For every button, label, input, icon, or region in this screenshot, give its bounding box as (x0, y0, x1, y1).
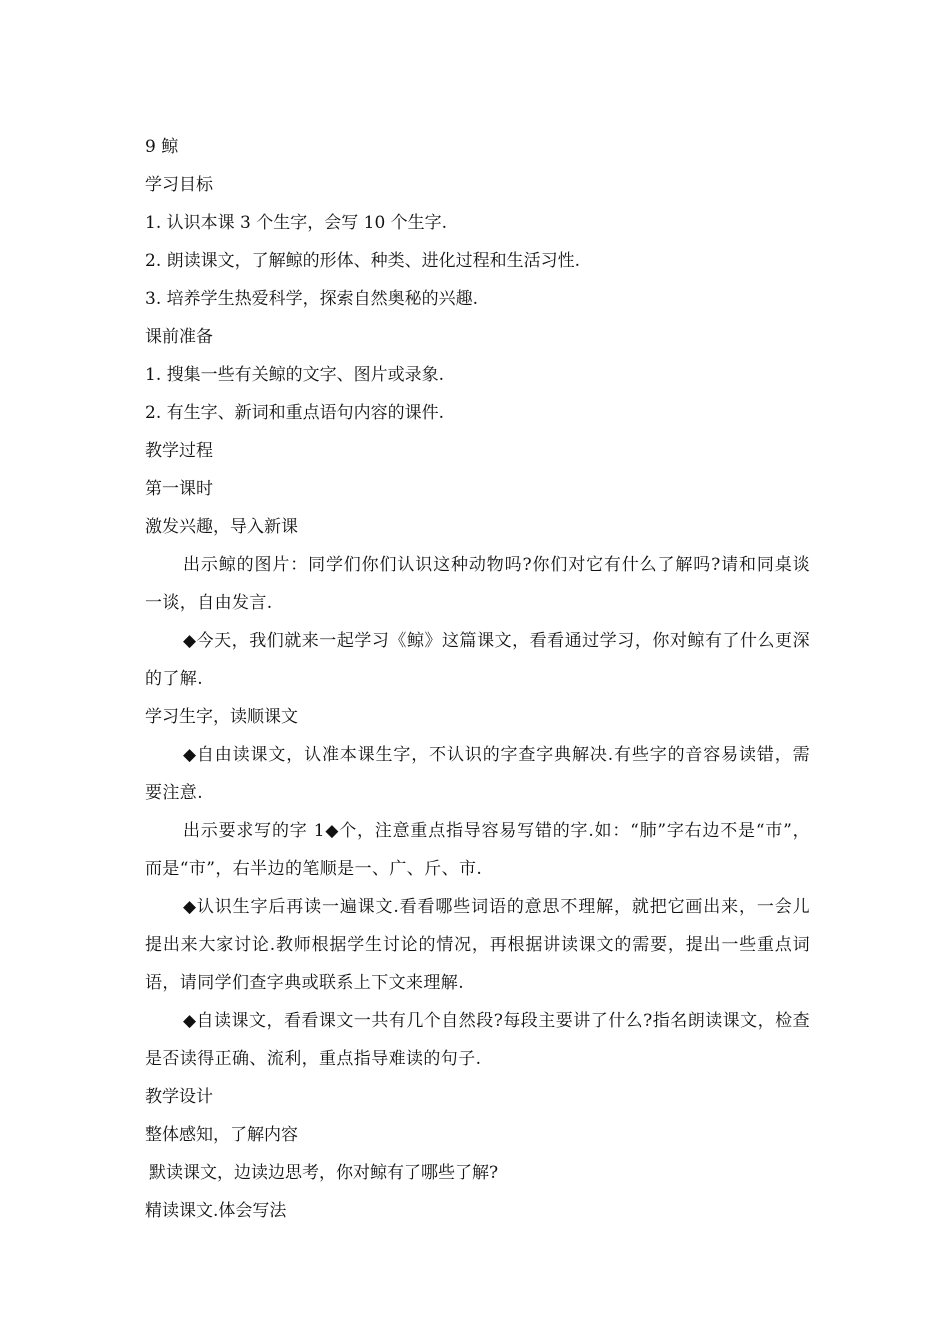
heading-close-reading: 精读课文.体会写法 (145, 1201, 287, 1221)
prep-item: 2. 有生字、新词和重点语句内容的课件. (145, 403, 445, 423)
paragraph: ◆自读课文，看看课文一共有几个自然段?每段主要讲了什么?指名朗读课文，检查是否读得正确、流利，重点指导难读的句子. (145, 1011, 810, 1069)
heading-learning-goals: 学习目标 (145, 175, 213, 195)
paragraph: 出示鲸的图片：同学们你们认识这种动物吗?你们对它有什么了解吗?请和同桌谈一谈，自由发言. (145, 555, 810, 613)
lesson-title: 9 鲸 (145, 137, 179, 157)
heading-teaching-design: 教学设计 (145, 1087, 213, 1107)
document-body (145, 128, 810, 1230)
heading-learn-characters: 学习生字，读顺课文 (145, 707, 298, 727)
heading-teaching-process: 教学过程 (145, 441, 213, 461)
paragraph: 出示要求写的字 1◆个，注意重点指导容易写错的字.如：“肺”字右边不是“巿”，而是“市”，右半边的笔顺是一、广、斤、市. (145, 821, 810, 879)
goal-item: 2. 朗读课文，了解鲸的形体、种类、进化过程和生活习性. (145, 251, 581, 271)
prep-item: 1. 搜集一些有关鲸的文字、图片或录象. (145, 365, 445, 385)
heading-stimulate-interest: 激发兴趣，导入新课 (145, 517, 298, 537)
paragraph: 默读课文，边读边思考，你对鲸有了哪些了解? (149, 1163, 499, 1183)
goal-item: 3. 培养学生热爱科学，探索自然奥秘的兴趣. (145, 289, 479, 309)
paragraph: ◆认识生字后再读一遍课文.看看哪些词语的意思不理解，就把它画出来，一会儿提出来大家讨论.教师根据学生讨论的情况，再根据讲读课文的需要，提出一些重点词语，请同学们查字典或联系上下文来理解. (145, 897, 810, 993)
heading-overall-perception: 整体感知，了解内容 (145, 1125, 298, 1145)
goal-item: 1. 认识本课 3 个生字，会写 10 个生字. (145, 213, 448, 233)
paragraph: ◆自由读课文，认准本课生字，不认识的字查字典解决.有些字的音容易读错，需要注意. (145, 745, 810, 803)
heading-first-lesson: 第一课时 (145, 479, 213, 499)
heading-preparation: 课前准备 (145, 327, 213, 347)
paragraph: ◆今天，我们就来一起学习《鲸》这篇课文，看看通过学习，你对鲸有了什么更深的了解. (145, 631, 810, 689)
